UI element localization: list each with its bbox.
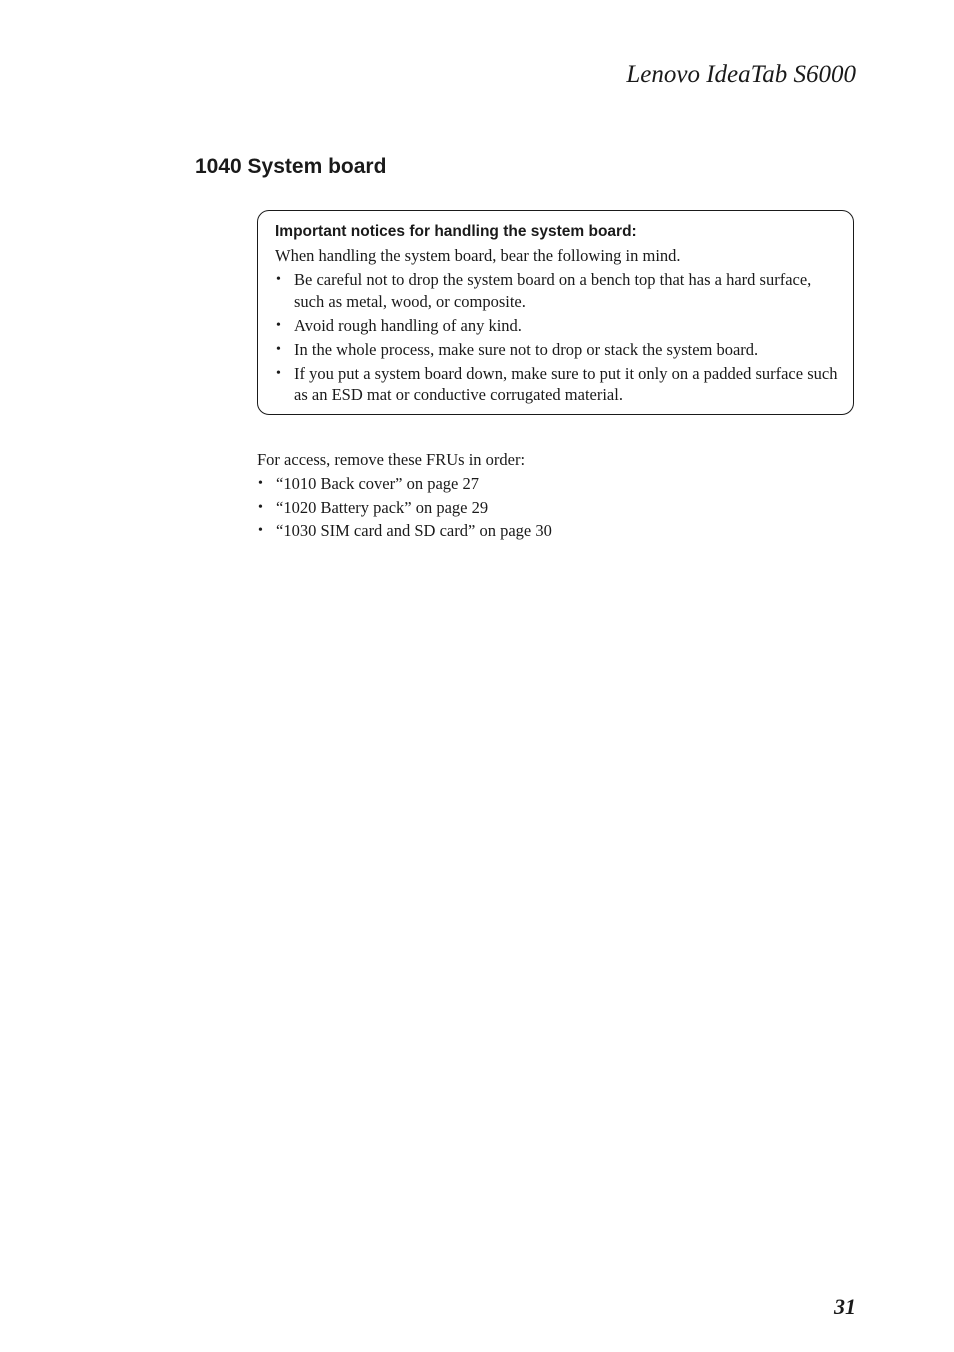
bullet-icon: •: [276, 272, 281, 287]
notice-box: [257, 210, 854, 415]
fru-list: [257, 473, 857, 542]
notice-intro: When handling the system board, bear the following in mind.: [275, 246, 681, 265]
notice-item-text: Be careful not to drop the system board on a bench top that has a hard surface, such as metal, wood, or composite.: [294, 270, 812, 311]
page-number: 31: [834, 1294, 856, 1319]
bullet-icon: •: [258, 523, 263, 538]
bullet-icon: •: [258, 499, 263, 515]
bullet-icon: •: [276, 341, 281, 357]
notice-list: [275, 269, 839, 406]
notice-item-text: If you put a system board down, make sure to put it only on a padded surface such as an ESD mat or conductive corrugated material.: [294, 363, 838, 404]
bullet-icon: •: [258, 476, 263, 491]
notice-item-text: Avoid rough handling of any kind.: [294, 315, 522, 335]
section-title: 1040 System board: [195, 155, 387, 178]
fru-list-item: [257, 520, 857, 542]
fru-list-item: [257, 473, 857, 495]
notice-list-item: [275, 269, 839, 312]
running-header-title: Lenovo IdeaTab S6000: [626, 61, 856, 88]
notice-list-item: [275, 315, 839, 337]
fru-list-item: [257, 497, 857, 519]
access-section: [257, 449, 857, 544]
notice-heading: Important notices for handling the system board:: [275, 223, 637, 240]
fru-link[interactable]: “1010 Back cover” on page 27: [276, 474, 479, 493]
notice-list-item: [275, 339, 839, 361]
fru-link[interactable]: “1020 Battery pack” on page 29: [276, 497, 489, 517]
bullet-icon: •: [276, 317, 281, 333]
notice-list-item: [275, 363, 839, 406]
bullet-icon: •: [276, 365, 281, 381]
access-intro: For access, remove these FRUs in order:: [257, 450, 526, 469]
notice-item-text: In the whole process, make sure not to drop or stack the system board.: [294, 339, 759, 359]
fru-link[interactable]: “1030 SIM card and SD card” on page 30: [276, 521, 552, 540]
